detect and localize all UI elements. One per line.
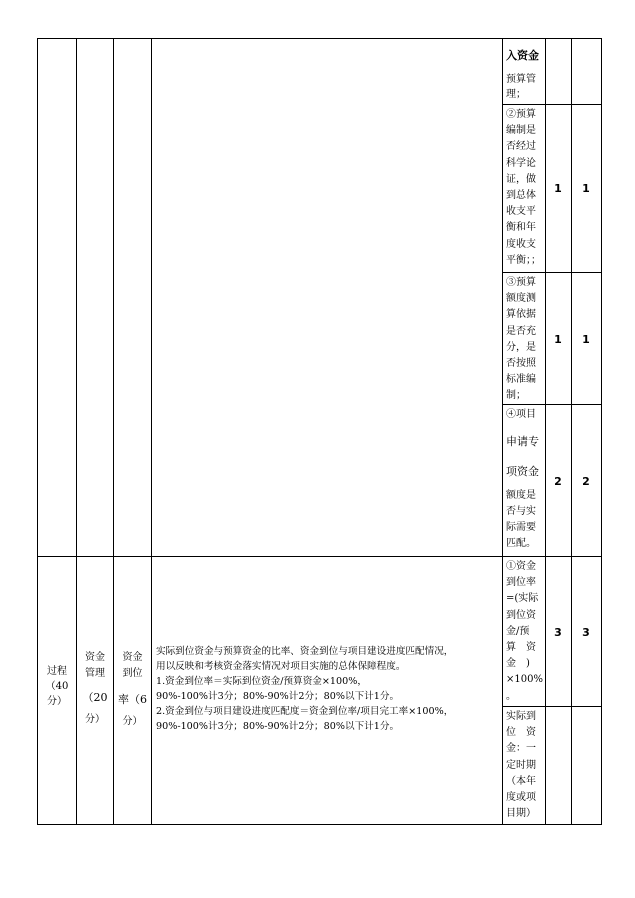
score-a-budget-preparation: 1	[554, 182, 562, 195]
criteria-line: 度收支	[506, 238, 536, 250]
score-a-fund-arrival-rate: 3	[554, 626, 562, 639]
criteria-line: 收支平	[506, 206, 536, 218]
score-b-budget-basis: 1	[582, 333, 590, 346]
row-divider-4	[37, 556, 602, 557]
criteria-line: 科学论	[506, 157, 536, 169]
level1-indicator	[38, 664, 76, 709]
score-b-fund-arrival-rate: 3	[582, 626, 590, 639]
col-line-7	[601, 38, 602, 825]
criteria-line: 编制是	[506, 125, 536, 137]
description-line: 实际到位资金与预算资金的比率、资金到位与项目建设进度匹配情况，	[156, 646, 454, 657]
criteria-line: 额度测	[506, 293, 536, 305]
criteria-line: ②预算	[506, 109, 536, 120]
level1-line: 过程	[47, 666, 67, 677]
criteria-line: ④项目	[506, 409, 536, 420]
criteria-line: 是否充	[506, 325, 536, 337]
criteria-line: 分，是	[506, 341, 536, 353]
row-divider-1	[502, 104, 602, 105]
description-line: 1.资金到位率＝实际到位资金/预算资金×100%，	[156, 676, 367, 687]
criteria-line: 预算管	[506, 74, 536, 85]
description-line: 2.资金到位与项目建设进度匹配度＝资金到位率/项目完工率×100%，	[156, 706, 454, 717]
criteria-line: 平衡；；	[506, 254, 541, 266]
criteria-line: 申请专	[506, 435, 539, 448]
level3-line: 率（6	[118, 693, 147, 706]
criteria-line: 金 )	[506, 658, 530, 670]
criteria-line: 入资金	[506, 49, 539, 62]
criteria-line: 。	[506, 690, 516, 702]
criteria-line: 项资金	[506, 465, 539, 478]
criteria-line: 际需要	[506, 522, 536, 533]
level1-line: （40	[45, 681, 69, 692]
level2-line: （20	[82, 691, 108, 704]
criteria-line: 否与实	[506, 506, 536, 517]
criteria-line: 实际到	[506, 711, 536, 722]
criteria-line: 匹配。	[506, 538, 536, 549]
level3-line: 资金	[122, 652, 143, 663]
col-line-3	[151, 38, 152, 825]
criteria-line: 否经过	[506, 141, 536, 153]
criteria-cell-actual-funds	[506, 709, 544, 822]
criteria-line: 制；	[506, 390, 526, 402]
score-b-special-funds: 2	[582, 475, 590, 488]
col-line-6	[571, 38, 572, 825]
criteria-line: 到总体	[506, 190, 536, 202]
criteria-line: 衡和年	[506, 222, 536, 234]
criteria-line: 定时期	[506, 759, 536, 771]
score-b-budget-preparation: 1	[582, 182, 590, 195]
criteria-line: 证，做	[506, 173, 536, 185]
criteria-line: 否按照	[506, 358, 536, 370]
criteria-line: 度或项	[506, 792, 536, 804]
criteria-line: 算依据	[506, 309, 536, 321]
criteria-line: 到位率	[506, 577, 536, 589]
level2-line: 管理	[85, 668, 105, 679]
criteria-line: 金：一	[506, 743, 536, 755]
score-a-budget-basis: 1	[554, 333, 562, 346]
criteria-cell-special-funds	[506, 408, 544, 552]
score-a-special-funds: 2	[554, 475, 562, 488]
criteria-line: 目期）	[506, 808, 536, 820]
description-line: 90%-100%计3分；80%-90%计2分；80%以下计1分。	[156, 721, 400, 732]
criteria-line: ×100%	[506, 674, 543, 686]
criteria-line: 理；	[506, 89, 526, 100]
criteria-cell-budget-basis	[506, 275, 544, 405]
criteria-line: ③预算	[506, 277, 536, 288]
criteria-line: ①资金	[506, 561, 536, 572]
description-line: 90%-100%计3分；80%-90%计2分；80%以下计1分。	[156, 691, 400, 702]
criteria-cell-fund-arrival-rate	[506, 559, 544, 705]
level2-indicator	[77, 650, 113, 728]
table-top-border	[37, 38, 602, 39]
table-bottom-border	[37, 824, 602, 825]
description-line: 用以反映和考核资金落实情况对项目实施的总体保障程度。	[156, 661, 406, 672]
indicator-description	[156, 644, 501, 734]
criteria-line: 到位资	[506, 609, 536, 621]
row-divider-2	[502, 272, 602, 273]
criteria-line: 额度是	[506, 490, 536, 501]
criteria-line: 金/预	[506, 625, 530, 637]
level3-line: 分）	[122, 716, 143, 727]
level2-line: 分）	[85, 714, 105, 725]
level2-line: 资金	[85, 652, 105, 663]
criteria-line: 算 资	[506, 642, 536, 654]
criteria-cell-budget-preparation	[506, 107, 544, 269]
level1-line: 分）	[47, 696, 67, 707]
row-divider-5	[502, 706, 602, 707]
col-line-4	[502, 38, 503, 825]
criteria-line: 位 资	[506, 727, 536, 739]
criteria-line: 标准编	[506, 374, 536, 386]
col-line-5	[545, 38, 546, 825]
level3-indicator	[114, 650, 151, 730]
criteria-cell-budget-mgmt	[506, 48, 544, 102]
criteria-line: =(实际	[506, 593, 539, 605]
level3-line: 到位	[122, 668, 143, 679]
criteria-line: （本年	[506, 775, 536, 787]
